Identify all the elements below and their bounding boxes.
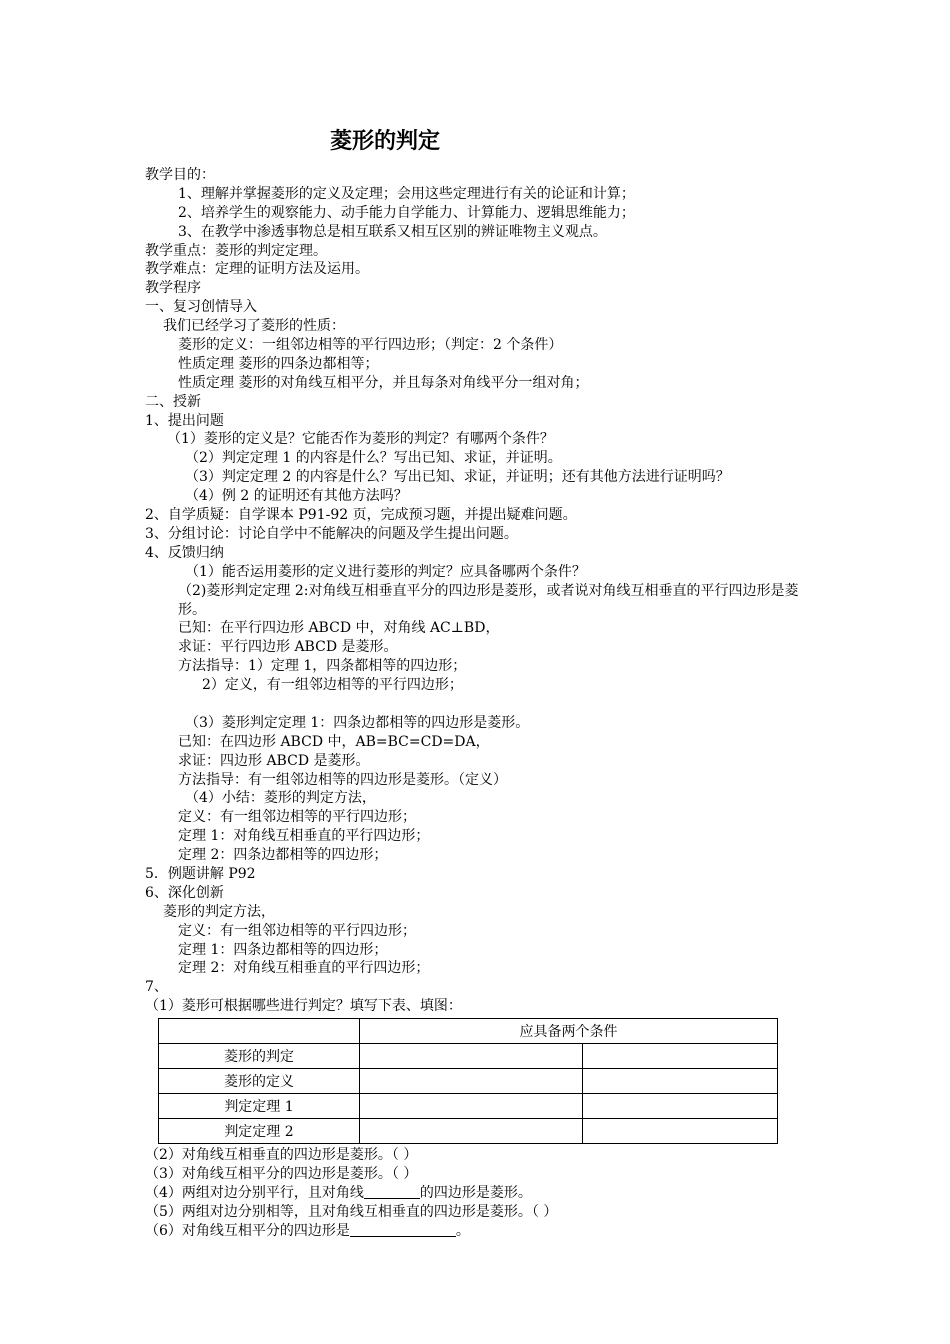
summary-item: 定义：有一组邻边相等的平行四边形；	[178, 922, 416, 939]
exercise-text: 的四边形是菱形。	[419, 1184, 532, 1201]
criteria-table	[158, 1018, 778, 1144]
summary-item: 定理 1：对角线互相垂直的平行四边形；	[178, 828, 430, 845]
text-line: 性质定理 菱形的对角线互相平分，并且每条对角线平分一组对角；	[178, 374, 589, 391]
table-cell[interactable]	[360, 1119, 583, 1144]
summary-item: 定义：有一组邻边相等的平行四边形；	[178, 809, 416, 826]
subsection-heading: 2、自学质疑：自学课本 P91-92 页，完成预习题，并提出疑难问题。	[145, 507, 577, 524]
table-cell[interactable]	[583, 1069, 778, 1094]
theorem-text	[145, 582, 815, 620]
table-cell[interactable]	[583, 1094, 778, 1119]
table-row-label: 判定定理 2	[159, 1119, 360, 1144]
subsection-heading: 1、提出问题	[145, 412, 224, 429]
method-line: 方法指导：有一组邻边相等的四边形是菱形。（定义）	[178, 771, 507, 788]
table-cell	[159, 1019, 360, 1044]
objective-item: 1、理解并掌握菱形的定义及定理；会用这些定理进行有关的论证和计算；	[178, 185, 635, 202]
table-cell[interactable]	[360, 1094, 583, 1119]
section-heading: 教学程序	[145, 280, 201, 297]
subsection-heading: 4、反馈归纳	[145, 544, 224, 561]
exercise-item: （5）两组对边分别相等，且对角线互相垂直的四边形是菱形。（ ）	[145, 1203, 558, 1220]
objective-item: 2、培养学生的观察能力、动手能力自学能力、计算能力、逻辑思维能力；	[178, 204, 635, 221]
difficult-point: 教学难点：定理的证明方法及运用。	[145, 261, 369, 278]
table-row	[159, 1069, 778, 1094]
given-line: 已知：在平行四边形 ABCD 中，对角线 AC⊥BD，	[178, 620, 500, 637]
subsection-heading: 6、深化创新	[145, 884, 224, 901]
table-cell[interactable]	[360, 1044, 583, 1069]
fill-in-blank[interactable]	[364, 1184, 420, 1199]
method-line: 方法指导：1）定理 1，四条都相等的四边形；	[178, 658, 467, 675]
table-cell[interactable]	[583, 1119, 778, 1144]
text-line: 菱形的定义：一组邻边相等的平行四边形；（判定：2 个条件）	[178, 337, 563, 354]
given-line: 已知：在四边形 ABCD 中，AB=BC=CD=DA，	[178, 733, 490, 750]
exercise-item	[145, 1184, 815, 1203]
question-item: （4）例 2 的证明还有其他方法吗？	[185, 488, 408, 505]
exercise-item: （3）对角线互相平分的四边形是菱形。（ ）	[145, 1166, 418, 1182]
exercise-text: （4）两组对边分别平行，且对角线	[145, 1184, 364, 1201]
summary-item: 定理 1：四条边都相等的四边形；	[178, 941, 388, 958]
section-heading: 一、复习创情导入	[145, 299, 257, 316]
question-item: （3）判定定理 2 的内容是什么？写出已知、求证，并证明；还有其他方法进行证明吗？	[185, 469, 730, 486]
text-line: （1）能否运用菱形的定义进行菱形的判定？应具备哪两个条件？	[185, 563, 586, 580]
text-line: 菱形的判定方法，	[163, 903, 275, 920]
objective-item: 3、在教学中渗透事物总是相互联系又相互区别的辨证唯物主义观点。	[178, 223, 607, 240]
method-line: 2）定义，有一组邻边相等的平行四边形；	[202, 677, 463, 694]
table-row-label: 菱形的判定	[159, 1044, 360, 1069]
theorem-1-text: （3）菱形判定定理 1：四条边都相等的四边形是菱形。	[185, 714, 530, 731]
table-cell[interactable]	[583, 1044, 778, 1069]
theorem-2-text: （2)菱形判定定理 2:对角线互相垂直平分的四边形是菱形，或者说对角线互相垂直的平行四边形是菱形。	[178, 582, 799, 618]
summary-item: 定理 2：对角线互相垂直的平行四边形；	[178, 960, 430, 977]
table-header-cell: 应具备两个条件	[360, 1019, 778, 1044]
table-cell[interactable]	[360, 1069, 583, 1094]
prove-line: 求证：平行四边形 ABCD 是菱形。	[178, 639, 398, 656]
exercise-prompt: （1）菱形可根据哪些进行判定？填写下表、填图：	[145, 998, 462, 1015]
prove-line: 求证：四边形 ABCD 是菱形。	[178, 752, 370, 769]
key-point: 教学重点：菱形的判定定理。	[145, 242, 327, 259]
exercise-item	[145, 1222, 815, 1241]
table-row	[159, 1119, 778, 1144]
subsection-heading: 5．例题讲解 P92	[145, 865, 256, 882]
exercise-text: 。	[455, 1222, 470, 1239]
summary-heading: （4）小结：菱形的判定方法，	[185, 790, 376, 807]
section-heading: 二、授新	[145, 393, 201, 410]
table-row	[159, 1094, 778, 1119]
question-item: （2）判定定理 1 的内容是什么？写出已知、求证，并证明。	[185, 450, 562, 467]
fill-in-blank[interactable]	[350, 1222, 456, 1237]
text-line: 性质定理 菱形的四条边都相等；	[178, 355, 379, 372]
question-item: （1）菱形的定义是？它能否作为菱形的判定？有哪两个条件？	[167, 431, 554, 448]
table-header-row	[159, 1019, 778, 1044]
blank-line	[145, 695, 815, 714]
subsection-heading: 7、	[145, 979, 168, 996]
table-row	[159, 1044, 778, 1069]
table-row-label: 判定定理 1	[159, 1094, 360, 1119]
text-line: 我们已经学习了菱形的性质：	[163, 318, 345, 335]
subsection-heading: 3、分组讨论：讨论自学中不能解决的问题及学生提出问题。	[145, 525, 518, 542]
exercise-text: （6）对角线互相平分的四边形是	[145, 1222, 350, 1239]
table-row-label: 菱形的定义	[159, 1069, 360, 1094]
exercise-item: （2）对角线互相垂直的四边形是菱形。（ ）	[145, 1147, 418, 1164]
document-title: 菱形的判定	[329, 129, 440, 154]
document-body	[145, 166, 815, 1241]
section-heading: 教学目的：	[145, 167, 215, 183]
summary-item: 定理 2：四条边都相等的四边形；	[178, 847, 388, 864]
